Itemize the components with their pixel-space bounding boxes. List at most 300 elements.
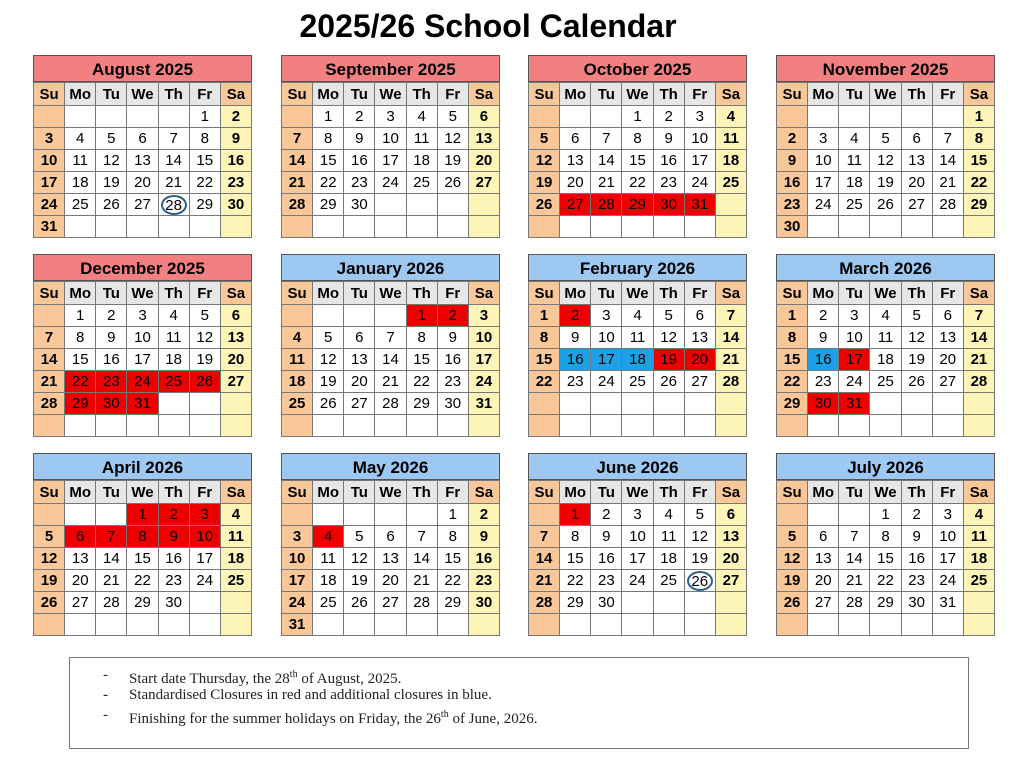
day-cell: 27 — [468, 172, 499, 194]
day-cell: 17 — [375, 150, 406, 172]
week-row — [777, 172, 995, 194]
day-cell: 6 — [932, 305, 963, 327]
day-cell: 17 — [839, 349, 870, 371]
month-title: June 2026 — [528, 453, 747, 480]
day-cell: 4 — [65, 128, 96, 150]
day-cell: 3 — [189, 504, 220, 526]
month-title: October 2025 — [528, 55, 747, 82]
day-cell: 3 — [282, 526, 313, 548]
week-row — [777, 614, 995, 636]
empty-cell — [375, 194, 406, 216]
day-cell: 5 — [189, 305, 220, 327]
week-row — [282, 570, 500, 592]
day-cell: 26 — [313, 393, 344, 415]
month-title: July 2026 — [776, 453, 995, 480]
month-title: May 2026 — [281, 453, 500, 480]
day-cell: 22 — [189, 172, 220, 194]
weekday-header: Sa — [715, 481, 746, 504]
day-cell: 29 — [406, 393, 437, 415]
day-cell: 21 — [932, 172, 963, 194]
day-cell: 16 — [96, 349, 127, 371]
day-cell: 29 — [313, 194, 344, 216]
week-row — [34, 526, 252, 548]
note-line — [70, 685, 968, 705]
weekday-header: Fr — [684, 83, 715, 106]
day-cell: 9 — [437, 327, 468, 349]
month-10 — [528, 453, 747, 636]
day-cell: 27 — [808, 592, 839, 614]
day-cell: 14 — [529, 548, 560, 570]
weekday-header: Th — [158, 282, 189, 305]
day-cell: 15 — [313, 150, 344, 172]
day-cell: 13 — [932, 327, 963, 349]
month-6 — [528, 254, 747, 437]
weekday-header: Sa — [220, 83, 251, 106]
empty-cell — [560, 415, 591, 437]
day-cell: 2 — [96, 305, 127, 327]
empty-cell — [65, 106, 96, 128]
week-row — [34, 570, 252, 592]
empty-cell — [282, 415, 313, 437]
day-cell: 2 — [808, 305, 839, 327]
weekday-header: Fr — [684, 282, 715, 305]
empty-cell — [684, 216, 715, 238]
day-cell: 16 — [777, 172, 808, 194]
empty-cell — [901, 614, 932, 636]
empty-cell — [313, 415, 344, 437]
day-cell: 13 — [375, 548, 406, 570]
day-cell: 30 — [437, 393, 468, 415]
empty-cell — [189, 415, 220, 437]
day-cell: 5 — [777, 526, 808, 548]
day-cell: 31 — [127, 393, 158, 415]
day-cell: 14 — [158, 150, 189, 172]
empty-cell — [406, 216, 437, 238]
week-row — [777, 305, 995, 327]
day-cell: 7 — [158, 128, 189, 150]
day-cell: 22 — [65, 371, 96, 393]
day-cell — [684, 570, 715, 592]
week-row — [777, 504, 995, 526]
day-cell: 22 — [963, 172, 994, 194]
day-cell: 9 — [468, 526, 499, 548]
empty-cell — [715, 216, 746, 238]
empty-cell — [468, 614, 499, 636]
day-cell: 25 — [313, 592, 344, 614]
week-row — [282, 526, 500, 548]
week-row — [34, 150, 252, 172]
day-cell: 11 — [65, 150, 96, 172]
day-cell: 6 — [375, 526, 406, 548]
day-cell — [158, 194, 189, 216]
empty-cell — [189, 216, 220, 238]
day-cell: 6 — [901, 128, 932, 150]
empty-cell — [375, 614, 406, 636]
weekday-header: Su — [34, 481, 65, 504]
empty-cell — [839, 415, 870, 437]
day-cell: 24 — [684, 172, 715, 194]
day-cell: 5 — [529, 128, 560, 150]
day-cell: 19 — [684, 548, 715, 570]
day-cell: 15 — [622, 150, 653, 172]
week-row — [529, 216, 747, 238]
day-cell: 31 — [34, 216, 65, 238]
week-row — [34, 172, 252, 194]
empty-cell — [591, 393, 622, 415]
day-cell: 17 — [127, 349, 158, 371]
day-cell: 29 — [437, 592, 468, 614]
empty-cell — [406, 504, 437, 526]
week-row — [282, 349, 500, 371]
day-cell: 5 — [34, 526, 65, 548]
weekday-header: Su — [282, 481, 313, 504]
day-cell: 28 — [529, 592, 560, 614]
week-row — [777, 570, 995, 592]
week-row — [34, 327, 252, 349]
weekday-header: Su — [34, 83, 65, 106]
day-cell: 25 — [158, 371, 189, 393]
week-row — [282, 327, 500, 349]
day-cell: 17 — [932, 548, 963, 570]
empty-cell — [158, 216, 189, 238]
empty-cell — [437, 614, 468, 636]
day-cell: 19 — [189, 349, 220, 371]
note-text: Standardised Closures in red and additional closures in blue. — [129, 687, 492, 703]
week-row — [777, 150, 995, 172]
empty-cell — [406, 415, 437, 437]
empty-cell — [220, 415, 251, 437]
day-cell: 4 — [313, 526, 344, 548]
day-cell: 9 — [220, 128, 251, 150]
day-cell: 10 — [375, 128, 406, 150]
day-cell: 29 — [777, 393, 808, 415]
empty-cell — [344, 305, 375, 327]
weekday-header: Sa — [963, 481, 994, 504]
month-table — [528, 480, 747, 636]
weekday-header: Th — [406, 481, 437, 504]
empty-cell — [34, 614, 65, 636]
empty-cell — [777, 504, 808, 526]
day-cell: 12 — [870, 150, 901, 172]
day-cell: 9 — [653, 128, 684, 150]
empty-cell — [622, 216, 653, 238]
week-row — [34, 548, 252, 570]
empty-cell — [220, 216, 251, 238]
day-cell: 13 — [560, 150, 591, 172]
note-text: Finishing for the summer holidays on Friday, the 26 — [129, 711, 441, 727]
day-cell: 2 — [468, 504, 499, 526]
empty-cell — [901, 216, 932, 238]
week-row — [529, 327, 747, 349]
day-cell: 7 — [529, 526, 560, 548]
day-cell: 21 — [375, 371, 406, 393]
day-cell: 4 — [220, 504, 251, 526]
month-table — [776, 82, 995, 238]
note-line — [70, 705, 968, 725]
month-4 — [33, 254, 252, 437]
day-cell: 16 — [468, 548, 499, 570]
day-cell: 10 — [282, 548, 313, 570]
day-cell: 9 — [158, 526, 189, 548]
day-cell: 28 — [282, 194, 313, 216]
day-cell: 17 — [282, 570, 313, 592]
empty-cell — [437, 216, 468, 238]
day-cell: 18 — [313, 570, 344, 592]
day-cell: 10 — [34, 150, 65, 172]
day-cell: 10 — [839, 327, 870, 349]
week-row — [282, 216, 500, 238]
day-cell: 28 — [932, 194, 963, 216]
day-cell: 5 — [684, 504, 715, 526]
empty-cell — [282, 504, 313, 526]
week-row — [34, 415, 252, 437]
month-title: February 2026 — [528, 254, 747, 281]
day-cell: 23 — [220, 172, 251, 194]
weekday-header: Th — [653, 282, 684, 305]
empty-cell — [96, 504, 127, 526]
day-cell: 1 — [870, 504, 901, 526]
day-cell: 12 — [653, 327, 684, 349]
day-cell: 8 — [622, 128, 653, 150]
day-cell: 24 — [808, 194, 839, 216]
day-cell: 23 — [468, 570, 499, 592]
day-cell: 31 — [932, 592, 963, 614]
empty-cell — [282, 106, 313, 128]
weekday-header: Tu — [591, 481, 622, 504]
day-cell: 8 — [313, 128, 344, 150]
day-cell: 29 — [189, 194, 220, 216]
day-cell: 26 — [777, 592, 808, 614]
empty-cell — [406, 194, 437, 216]
empty-cell — [34, 504, 65, 526]
month-title: November 2025 — [776, 55, 995, 82]
weekday-header: Tu — [839, 282, 870, 305]
weekday-header: Su — [34, 282, 65, 305]
week-row — [34, 614, 252, 636]
weekday-header: We — [870, 282, 901, 305]
day-cell: 20 — [715, 548, 746, 570]
empty-cell — [591, 216, 622, 238]
week-row — [282, 106, 500, 128]
day-cell: 12 — [684, 526, 715, 548]
week-row — [282, 592, 500, 614]
empty-cell — [653, 393, 684, 415]
day-cell: 30 — [591, 592, 622, 614]
weekday-header: Fr — [437, 282, 468, 305]
day-cell: 12 — [529, 150, 560, 172]
empty-cell — [839, 106, 870, 128]
day-cell: 11 — [653, 526, 684, 548]
weekday-header: Sa — [220, 282, 251, 305]
empty-cell — [932, 415, 963, 437]
day-cell: 29 — [870, 592, 901, 614]
month-11 — [776, 453, 995, 636]
day-cell: 29 — [963, 194, 994, 216]
day-cell: 20 — [344, 371, 375, 393]
day-cell: 10 — [684, 128, 715, 150]
week-row — [282, 305, 500, 327]
page-title: 2025/26 School Calendar — [299, 8, 677, 44]
month-title: September 2025 — [281, 55, 500, 82]
day-cell: 15 — [870, 548, 901, 570]
day-cell: 27 — [375, 592, 406, 614]
empty-cell — [684, 415, 715, 437]
empty-cell — [808, 415, 839, 437]
week-row — [282, 172, 500, 194]
day-cell: 23 — [344, 172, 375, 194]
day-cell: 24 — [591, 371, 622, 393]
day-cell: 21 — [158, 172, 189, 194]
week-row — [34, 393, 252, 415]
day-cell: 19 — [313, 371, 344, 393]
empty-cell — [808, 216, 839, 238]
empty-cell — [870, 216, 901, 238]
day-cell: 27 — [220, 371, 251, 393]
day-cell: 17 — [622, 548, 653, 570]
day-cell: 6 — [808, 526, 839, 548]
day-cell: 5 — [901, 305, 932, 327]
empty-cell — [684, 614, 715, 636]
day-cell: 18 — [282, 371, 313, 393]
day-cell: 29 — [65, 393, 96, 415]
empty-cell — [313, 305, 344, 327]
empty-cell — [560, 393, 591, 415]
empty-cell — [870, 614, 901, 636]
day-cell: 25 — [406, 172, 437, 194]
day-cell: 1 — [189, 106, 220, 128]
day-cell: 8 — [963, 128, 994, 150]
empty-cell — [963, 393, 994, 415]
day-cell: 7 — [839, 526, 870, 548]
empty-cell — [932, 216, 963, 238]
month-table — [281, 82, 500, 238]
day-cell: 16 — [158, 548, 189, 570]
empty-cell — [65, 614, 96, 636]
day-cell: 30 — [808, 393, 839, 415]
week-row — [529, 592, 747, 614]
empty-cell — [529, 393, 560, 415]
day-cell: 23 — [96, 371, 127, 393]
week-row — [777, 371, 995, 393]
day-cell: 2 — [158, 504, 189, 526]
weekday-header: Mo — [65, 481, 96, 504]
weekday-header: Sa — [220, 481, 251, 504]
day-cell: 31 — [684, 194, 715, 216]
day-cell: 1 — [127, 504, 158, 526]
day-cell: 27 — [901, 194, 932, 216]
empty-cell — [870, 393, 901, 415]
week-row — [34, 194, 252, 216]
day-cell: 19 — [34, 570, 65, 592]
day-cell: 10 — [189, 526, 220, 548]
day-cell: 13 — [684, 327, 715, 349]
week-row — [529, 194, 747, 216]
empty-cell — [653, 216, 684, 238]
day-cell: 8 — [406, 327, 437, 349]
empty-cell — [282, 216, 313, 238]
week-row — [282, 393, 500, 415]
day-cell: 6 — [65, 526, 96, 548]
day-cell: 16 — [901, 548, 932, 570]
day-cell: 21 — [715, 349, 746, 371]
week-row — [777, 393, 995, 415]
month-table — [776, 480, 995, 636]
day-cell: 26 — [437, 172, 468, 194]
day-cell: 24 — [34, 194, 65, 216]
month-title: April 2026 — [33, 453, 252, 480]
day-cell: 4 — [870, 305, 901, 327]
day-cell: 1 — [437, 504, 468, 526]
day-cell: 25 — [65, 194, 96, 216]
day-cell: 6 — [560, 128, 591, 150]
empty-cell — [529, 504, 560, 526]
day-cell: 11 — [406, 128, 437, 150]
empty-cell — [715, 194, 746, 216]
day-cell: 18 — [406, 150, 437, 172]
empty-cell — [96, 614, 127, 636]
empty-cell — [529, 216, 560, 238]
day-cell: 10 — [808, 150, 839, 172]
week-row — [777, 106, 995, 128]
weekday-header: We — [870, 481, 901, 504]
day-cell: 11 — [870, 327, 901, 349]
day-cell: 2 — [220, 106, 251, 128]
day-cell: 6 — [127, 128, 158, 150]
day-cell: 21 — [963, 349, 994, 371]
day-cell: 26 — [901, 371, 932, 393]
month-2 — [528, 55, 747, 238]
day-cell: 26 — [96, 194, 127, 216]
weekday-header: Fr — [684, 481, 715, 504]
weekday-header: Tu — [96, 481, 127, 504]
day-cell: 25 — [715, 172, 746, 194]
empty-cell — [839, 504, 870, 526]
weekday-header: Th — [653, 83, 684, 106]
empty-cell — [158, 106, 189, 128]
day-cell: 20 — [560, 172, 591, 194]
empty-cell — [313, 614, 344, 636]
day-cell: 16 — [591, 548, 622, 570]
empty-cell — [901, 393, 932, 415]
empty-cell — [777, 614, 808, 636]
weekday-header: We — [127, 83, 158, 106]
month-0 — [33, 55, 252, 238]
day-cell: 23 — [653, 172, 684, 194]
weekday-header: Mo — [65, 83, 96, 106]
week-row — [282, 194, 500, 216]
day-cell: 4 — [963, 504, 994, 526]
day-cell: 11 — [839, 150, 870, 172]
day-cell: 3 — [839, 305, 870, 327]
day-cell: 10 — [622, 526, 653, 548]
empty-cell — [560, 614, 591, 636]
day-cell: 12 — [901, 327, 932, 349]
day-cell: 13 — [344, 349, 375, 371]
day-cell: 7 — [96, 526, 127, 548]
day-cell: 1 — [777, 305, 808, 327]
day-cell: 12 — [777, 548, 808, 570]
day-cell: 20 — [932, 349, 963, 371]
day-cell: 10 — [468, 327, 499, 349]
day-cell: 21 — [839, 570, 870, 592]
day-cell: 11 — [963, 526, 994, 548]
day-cell: 25 — [963, 570, 994, 592]
empty-cell — [158, 393, 189, 415]
empty-cell — [375, 305, 406, 327]
day-cell: 27 — [127, 194, 158, 216]
day-cell: 30 — [901, 592, 932, 614]
day-cell: 13 — [715, 526, 746, 548]
